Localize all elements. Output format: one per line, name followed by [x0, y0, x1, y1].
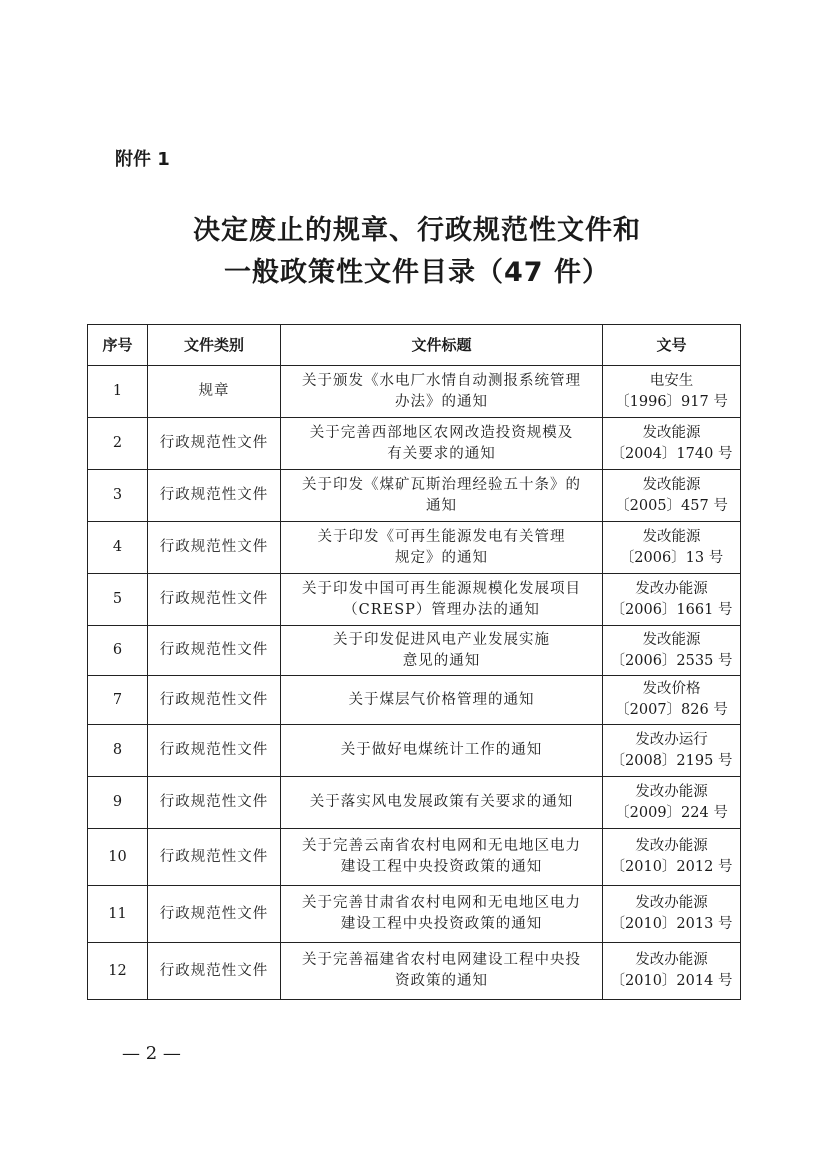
cell-category [148, 676, 281, 725]
title-line-1: 关于完善云南省农村电网和无电地区电力 [302, 838, 581, 854]
table-row [88, 574, 741, 626]
serial-number: 1 [112, 383, 123, 399]
cell-doc-number [603, 418, 741, 470]
doc-year-number: 〔1996〕917 号 [615, 393, 728, 410]
cell-category [148, 522, 281, 574]
doc-year-number: 〔2010〕2014 号 [610, 973, 733, 989]
cell-title [281, 366, 603, 418]
cell-category [148, 886, 281, 943]
attachment-label: 附件 1 [115, 149, 170, 170]
cell-serial [88, 886, 148, 943]
doc-issuer: 发改办能源 [635, 783, 708, 800]
category-text: 行政规范性文件 [159, 962, 269, 979]
cell-serial [88, 574, 148, 626]
cell-title [281, 725, 603, 777]
doc-issuer: 发改办能源 [635, 952, 708, 968]
doc-issuer: 电安生 [649, 372, 694, 389]
serial-number: 9 [112, 794, 123, 810]
table-row [88, 522, 741, 574]
doc-issuer: 发改办运行 [635, 731, 708, 748]
title-line-2: 意见的通知 [402, 652, 481, 669]
doc-issuer: 发改能源 [642, 528, 701, 545]
cell-title [281, 777, 603, 829]
cell-doc-number [603, 522, 741, 574]
cell-serial [88, 626, 148, 676]
cell-doc-number [603, 725, 741, 777]
title-line-2: 资政策的通知 [395, 973, 488, 989]
serial-number: 6 [112, 642, 123, 658]
category-text: 行政规范性文件 [159, 435, 269, 451]
title-line-1: 关于印发促进风电产业发展实施 [333, 631, 550, 648]
serial-number: 10 [108, 848, 127, 865]
cell-title [281, 626, 603, 676]
cell-doc-number [603, 886, 741, 943]
table-row [88, 418, 741, 470]
doc-year-number: 〔2009〕224 号 [615, 804, 728, 821]
title-line-1: 关于煤层气价格管理的通知 [348, 691, 535, 708]
cell-doc-number [603, 574, 741, 626]
header-title: 文件标题 [281, 325, 603, 366]
cell-category [148, 574, 281, 626]
cell-doc-number [603, 777, 741, 829]
document-title-line-2: 一般政策性文件目录（47 件） [224, 257, 610, 288]
title-line-2: 规定》的通知 [395, 549, 488, 566]
cell-category [148, 418, 281, 470]
category-text: 行政规范性文件 [159, 642, 269, 658]
cell-serial [88, 943, 148, 1000]
serial-number: 8 [112, 742, 123, 758]
cell-title [281, 676, 603, 725]
cell-doc-number [603, 829, 741, 886]
cell-category [148, 777, 281, 829]
category-text: 行政规范性文件 [159, 591, 269, 607]
cell-serial [88, 725, 148, 777]
doc-issuer: 发改办能源 [635, 580, 708, 597]
cell-category [148, 725, 281, 777]
serial-number: 4 [112, 539, 123, 555]
title-line-2: 办法》的通知 [395, 393, 488, 410]
title-line-1: 关于落实风电发展政策有关要求的通知 [309, 794, 574, 810]
cell-category [148, 943, 281, 1000]
doc-issuer: 发改能源 [642, 476, 701, 493]
category-text: 行政规范性文件 [159, 487, 269, 503]
cell-category [148, 829, 281, 886]
title-line-1: 关于做好电煤统计工作的通知 [340, 742, 543, 758]
header-doc-number: 文号 [603, 325, 741, 366]
table-row [88, 725, 741, 777]
cell-doc-number [603, 676, 741, 725]
table-row [88, 676, 741, 725]
cell-doc-number [603, 366, 741, 418]
doc-year-number: 〔2005〕457 号 [615, 497, 728, 514]
title-line-1: 关于印发中国可再生能源规模化发展项目 [302, 580, 581, 597]
category-text: 行政规范性文件 [159, 742, 269, 758]
category-text: 行政规范性文件 [159, 848, 269, 865]
title-line-1: 关于完善甘肃省农村电网和无电地区电力 [302, 895, 581, 911]
table-row [88, 366, 741, 418]
serial-number: 2 [112, 435, 123, 451]
cell-serial [88, 829, 148, 886]
table-row [88, 886, 741, 943]
cell-doc-number [603, 470, 741, 522]
doc-year-number: 〔2006〕1661 号 [610, 601, 733, 618]
cell-category [148, 470, 281, 522]
table-header-row [88, 325, 741, 366]
doc-year-number: 〔2010〕2013 号 [610, 916, 733, 932]
category-text: 行政规范性文件 [159, 691, 269, 708]
serial-number: 3 [112, 487, 123, 503]
page-number: — 2 — [122, 1043, 181, 1064]
cell-title [281, 522, 603, 574]
cell-serial [88, 777, 148, 829]
doc-issuer: 发改能源 [642, 631, 701, 648]
table-row [88, 943, 741, 1000]
cell-title [281, 886, 603, 943]
cell-serial [88, 676, 148, 725]
cell-serial [88, 470, 148, 522]
table-row [88, 470, 741, 522]
table-row [88, 777, 741, 829]
title-line-1: 关于完善西部地区农网改造投资规模及 [309, 424, 574, 441]
cell-serial [88, 366, 148, 418]
serial-number: 7 [112, 691, 123, 708]
serial-number: 12 [108, 962, 127, 979]
cell-serial [88, 418, 148, 470]
cell-title [281, 470, 603, 522]
cell-category [148, 626, 281, 676]
category-text: 行政规范性文件 [159, 539, 269, 555]
cell-serial [88, 522, 148, 574]
doc-issuer: 发改办能源 [635, 838, 708, 854]
title-line-2: 建设工程中央投资政策的通知 [340, 859, 543, 875]
cell-title [281, 418, 603, 470]
cell-doc-number [603, 943, 741, 1000]
title-line-1: 关于颁发《水电厂水情自动测报系统管理 [302, 372, 581, 389]
doc-year-number: 〔2008〕2195 号 [610, 752, 733, 769]
doc-year-number: 〔2004〕1740 号 [610, 445, 733, 462]
title-line-1: 关于印发《煤矿瓦斯治理经验五十条》的 [302, 476, 581, 493]
cell-title [281, 829, 603, 886]
title-line-1: 关于完善福建省农村电网建设工程中央投 [302, 952, 581, 968]
serial-number: 5 [112, 591, 123, 607]
doc-issuer: 发改能源 [642, 424, 701, 441]
serial-number: 11 [108, 905, 127, 922]
table-row [88, 626, 741, 676]
cell-doc-number [603, 626, 741, 676]
document-title-line-1: 决定废止的规章、行政规范性文件和 [193, 215, 641, 246]
category-text: 行政规范性文件 [159, 794, 269, 810]
title-line-2: 有关要求的通知 [387, 445, 496, 462]
title-line-2: 通知 [426, 497, 457, 514]
title-line-2: （CRESP）管理办法的通知 [343, 601, 540, 618]
header-serial: 序号 [88, 325, 148, 366]
doc-issuer: 发改价格 [642, 681, 701, 697]
title-line-2: 建设工程中央投资政策的通知 [340, 916, 543, 932]
title-line-1: 关于印发《可再生能源发电有关管理 [317, 528, 566, 545]
cell-title [281, 574, 603, 626]
category-text: 规章 [198, 383, 230, 399]
doc-year-number: 〔2006〕13 号 [619, 549, 724, 566]
cell-category [148, 366, 281, 418]
table-row [88, 829, 741, 886]
cell-title [281, 943, 603, 1000]
doc-year-number: 〔2006〕2535 号 [610, 652, 733, 669]
repealed-documents-table [87, 324, 741, 1000]
doc-issuer: 发改办能源 [635, 895, 708, 911]
header-category: 文件类别 [148, 325, 281, 366]
category-text: 行政规范性文件 [159, 905, 269, 922]
doc-year-number: 〔2007〕826 号 [615, 702, 728, 718]
doc-year-number: 〔2010〕2012 号 [610, 859, 733, 875]
